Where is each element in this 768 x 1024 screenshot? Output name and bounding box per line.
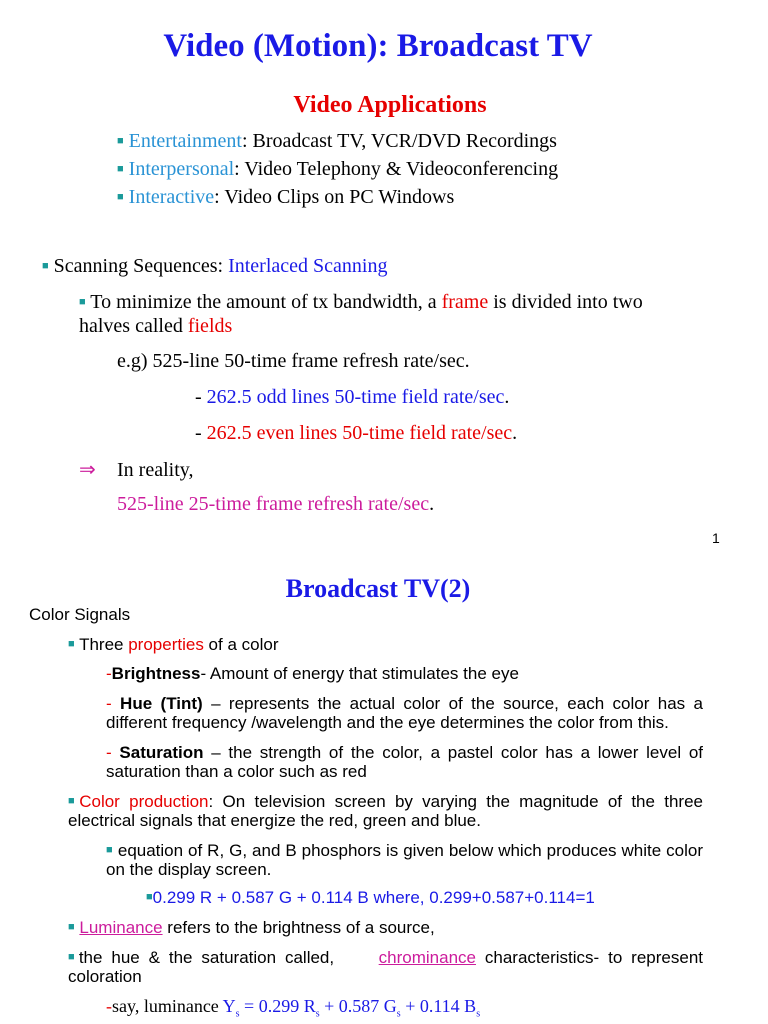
dash: - (106, 996, 112, 1016)
hue-term: Hue (Tint) (120, 694, 203, 713)
subscript: s (396, 1008, 401, 1020)
dash: - (106, 743, 120, 762)
app-label: Interactive (128, 186, 215, 208)
saturation-text: – the strength of the color, a pastel color has a lower level of saturation than a color such as red (106, 743, 704, 781)
double-right-arrow-icon: ⇒ (79, 459, 96, 481)
frame-term: frame (441, 291, 489, 313)
three-properties (68, 635, 278, 655)
luminance-formula (222, 996, 481, 1020)
equation-text: equation of R, G, and B phosphors is given below which produces white color on the display screen. (106, 841, 704, 879)
period: . (512, 422, 518, 444)
square-bullet-icon: ■ (79, 296, 86, 308)
term-b: + 0.114 B (400, 996, 477, 1016)
hue-text: – represents the actual color of the source, each color has a different frequency /wavelength and the eye determines the color from this. (106, 694, 703, 732)
properties-term: properties (128, 635, 204, 654)
reality-value: 525-line 25-time frame refresh rate/sec (117, 493, 430, 515)
hue-sat-text-end: characteristics- to represent coloration (68, 948, 703, 986)
brightness-item (106, 664, 519, 684)
square-bullet-icon: ■ (117, 191, 124, 203)
luminance-equation (106, 996, 480, 1020)
period: . (504, 386, 510, 408)
app-text: : Video Clips on PC Windows (214, 186, 455, 208)
color-production-term: Color production (79, 792, 209, 811)
subscript: s (315, 1008, 320, 1020)
square-bullet-icon: ■ (117, 135, 124, 147)
say-text: say, luminance (112, 996, 223, 1016)
formula-line (146, 888, 595, 908)
scanning-value: Interlaced Scanning (228, 255, 388, 277)
minimize-text-end: is divided into two (488, 291, 643, 313)
app-text: : Video Telephony & Videoconferencing (234, 158, 559, 180)
term-r: = 0.299 R (239, 996, 316, 1016)
y-symbol: Y (222, 996, 236, 1016)
saturation-term: Saturation (119, 743, 204, 762)
even-lines (195, 422, 517, 445)
square-bullet-icon: ■ (68, 921, 75, 933)
app-item-interpersonal (117, 158, 558, 181)
three-text-end: of a color (203, 635, 279, 654)
equation-item (106, 841, 703, 879)
luminance-term: Luminance (79, 918, 163, 937)
dash: - (106, 664, 112, 683)
scanning-label: Scanning Sequences: (53, 255, 229, 277)
example-line: e.g) 525-line 50-time frame refresh rate/sec. (117, 350, 470, 372)
slide-2-title: Broadcast TV(2) (285, 574, 471, 603)
square-bullet-icon: ■ (106, 844, 113, 856)
halves-text: halves called (79, 315, 188, 337)
square-bullet-icon: ■ (68, 638, 75, 650)
brightness-term: Brightness (111, 664, 201, 683)
subscript: s (476, 1008, 481, 1020)
reality-text: In reality, (117, 459, 194, 481)
page-number: 1 (712, 530, 720, 546)
even-lines-text: 262.5 even lines 50-time field rate/sec (206, 422, 513, 444)
app-text: : Broadcast TV, VCR/DVD Recordings (241, 130, 557, 152)
square-bullet-icon: ■ (68, 951, 79, 963)
scanning-sequences (42, 255, 387, 278)
luminance-text: refers to the brightness of a source, (162, 918, 435, 937)
three-text: Three (79, 635, 129, 654)
square-bullet-icon: ■ (68, 795, 80, 807)
app-item-entertainment (117, 130, 557, 153)
odd-lines (195, 386, 509, 409)
dash: - (106, 694, 121, 713)
chrominance-item (68, 948, 703, 986)
slide-1-subtitle: Video Applications (293, 92, 487, 118)
fields-term: fields (187, 315, 233, 337)
color-signals-heading: Color Signals (29, 605, 131, 624)
formula-text: 0.299 R + 0.587 G + 0.114 B where, 0.299+0.587+0.114=1 (152, 888, 595, 907)
brightness-text: - Amount of energy that stimulates the eye (200, 664, 519, 683)
hue-sat-text: the hue & the saturation called, (78, 948, 344, 967)
term-g: + 0.587 G (319, 996, 397, 1016)
subscript: s (235, 1008, 240, 1020)
app-label: Interpersonal (128, 158, 235, 180)
dash: - (195, 422, 207, 444)
color-production (68, 792, 703, 830)
minimize-text: To minimize the amount of tx bandwidth, a (90, 291, 442, 313)
hue-item (106, 694, 703, 732)
dash: - (195, 386, 207, 408)
saturation-item (106, 743, 703, 781)
square-bullet-icon: ■ (146, 891, 153, 903)
reality-line (79, 457, 193, 482)
app-item-interactive (117, 186, 454, 209)
odd-lines-text: 262.5 odd lines 50-time field rate/sec (206, 386, 505, 408)
reality-value-line (117, 493, 434, 516)
halves-line (79, 315, 232, 338)
period: . (429, 493, 435, 515)
slide-1-title: Video (Motion): Broadcast TV (163, 28, 593, 64)
color-production-text: : On television screen by varying the magnitude of the three electrical signals that energize the red, green and blue. (68, 792, 703, 830)
minimize-line (79, 291, 643, 314)
chrominance-term: chrominance (378, 948, 476, 967)
square-bullet-icon: ■ (117, 163, 124, 175)
app-label: Entertainment (128, 130, 242, 152)
luminance-line (68, 918, 435, 938)
square-bullet-icon: ■ (42, 260, 49, 272)
